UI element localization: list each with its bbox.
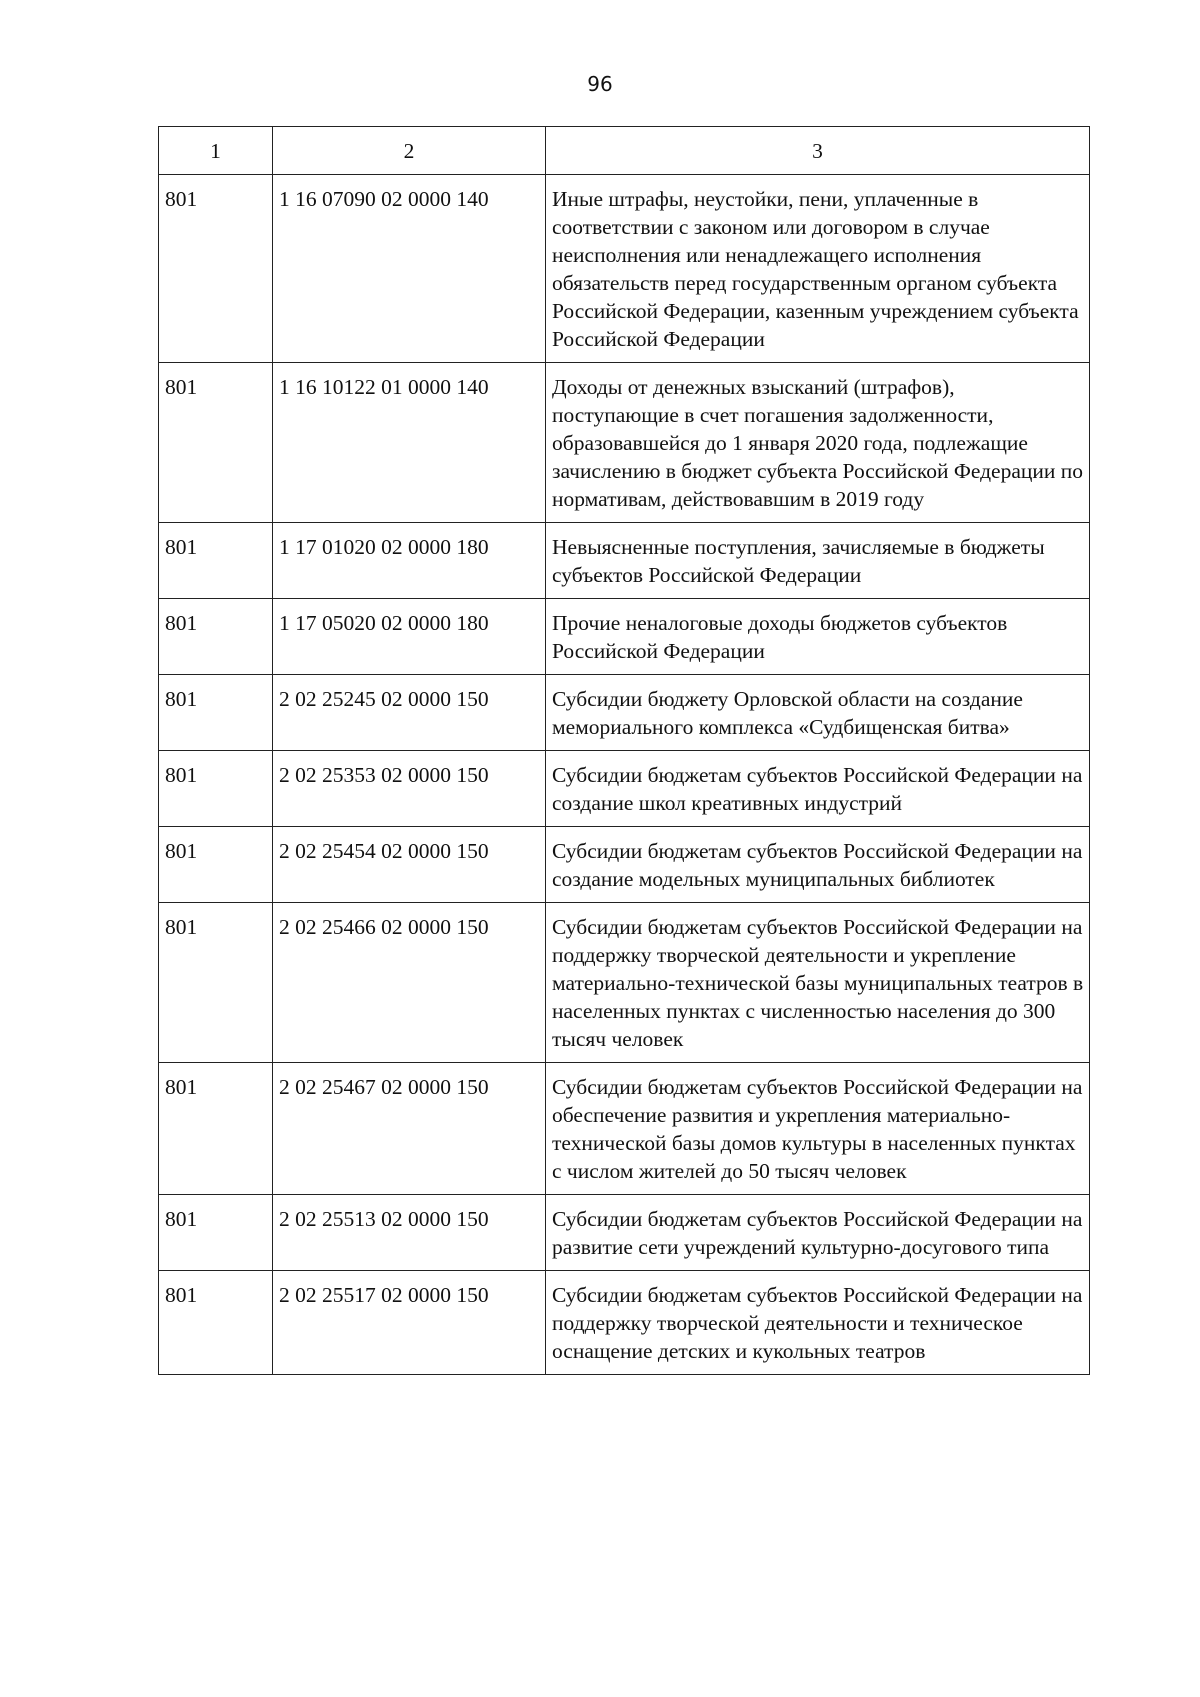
admin-code-cell: 801 <box>159 599 273 675</box>
description-cell: Субсидии бюджетам субъектов Российской Федерации на развитие сети учреждений культурно-досугового типа <box>546 1195 1090 1271</box>
admin-code-cell: 801 <box>159 1063 273 1195</box>
description-cell: Невыясненные поступления, зачисляемые в бюджеты субъектов Российской Федерации <box>546 523 1090 599</box>
budget-code-cell: 1 17 01020 02 0000 180 <box>273 523 546 599</box>
table-row <box>159 675 1090 751</box>
table-header-row <box>159 127 1090 175</box>
table-row <box>159 1271 1090 1375</box>
budget-code-cell: 1 16 07090 02 0000 140 <box>273 175 546 363</box>
table-row <box>159 175 1090 363</box>
table-row <box>159 363 1090 523</box>
budget-code-cell: 2 02 25467 02 0000 150 <box>273 1063 546 1195</box>
budget-code-cell: 2 02 25353 02 0000 150 <box>273 751 546 827</box>
column-header: 2 <box>273 127 546 175</box>
description-cell: Субсидии бюджетам субъектов Российской Федерации на создание модельных муниципальных библиотек <box>546 827 1090 903</box>
budget-code-cell: 2 02 25513 02 0000 150 <box>273 1195 546 1271</box>
table-row <box>159 1063 1090 1195</box>
budget-code-cell: 2 02 25245 02 0000 150 <box>273 675 546 751</box>
budget-code-cell: 2 02 25466 02 0000 150 <box>273 903 546 1063</box>
column-header: 1 <box>159 127 273 175</box>
description-cell: Прочие неналоговые доходы бюджетов субъектов Российской Федерации <box>546 599 1090 675</box>
table-row <box>159 827 1090 903</box>
description-cell: Субсидии бюджетам субъектов Российской Федерации на создание школ креативных индустрий <box>546 751 1090 827</box>
page-number: 96 <box>587 72 613 96</box>
table-row <box>159 1195 1090 1271</box>
description-cell: Субсидии бюджету Орловской области на создание мемориального комплекса «Судбищенская битва» <box>546 675 1090 751</box>
description-cell: Доходы от денежных взысканий (штрафов), поступающие в счет погашения задолженности, образовавшейся до 1 января 2020 года, подлежащие зачислению в бюджет субъекта Российской Федерации по нормативам, действовавшим в 2019 году <box>546 363 1090 523</box>
table-row <box>159 903 1090 1063</box>
admin-code-cell: 801 <box>159 175 273 363</box>
table-row <box>159 599 1090 675</box>
description-cell: Иные штрафы, неустойки, пени, уплаченные в соответствии с законом или договором в случае неисполнения или ненадлежащего исполнения обязательств перед государственным органом субъекта Российской Федерации, казенным учреждением субъекта Российской Федерации <box>546 175 1090 363</box>
budget-code-cell: 1 16 10122 01 0000 140 <box>273 363 546 523</box>
table-row <box>159 751 1090 827</box>
admin-code-cell: 801 <box>159 903 273 1063</box>
admin-code-cell: 801 <box>159 1271 273 1375</box>
budget-code-cell: 2 02 25454 02 0000 150 <box>273 827 546 903</box>
budget-code-cell: 1 17 05020 02 0000 180 <box>273 599 546 675</box>
admin-code-cell: 801 <box>159 1195 273 1271</box>
admin-code-cell: 801 <box>159 827 273 903</box>
column-header: 3 <box>546 127 1090 175</box>
description-cell: Субсидии бюджетам субъектов Российской Федерации на обеспечение развития и укрепления материально-технической базы домов культуры в населенных пунктах с числом жителей до 50 тысяч человек <box>546 1063 1090 1195</box>
table-row <box>159 523 1090 599</box>
admin-code-cell: 801 <box>159 363 273 523</box>
description-cell: Субсидии бюджетам субъектов Российской Федерации на поддержку творческой деятельности и укрепление материально-технической базы муниципальных театров в населенных пунктах с численностью населения до 300 тысяч человек <box>546 903 1090 1063</box>
admin-code-cell: 801 <box>159 675 273 751</box>
description-cell: Субсидии бюджетам субъектов Российской Федерации на поддержку творческой деятельности и техническое оснащение детских и кукольных театров <box>546 1271 1090 1375</box>
admin-code-cell: 801 <box>159 523 273 599</box>
budget-code-cell: 2 02 25517 02 0000 150 <box>273 1271 546 1375</box>
admin-code-cell: 801 <box>159 751 273 827</box>
budget-codes-table <box>158 126 1090 1375</box>
